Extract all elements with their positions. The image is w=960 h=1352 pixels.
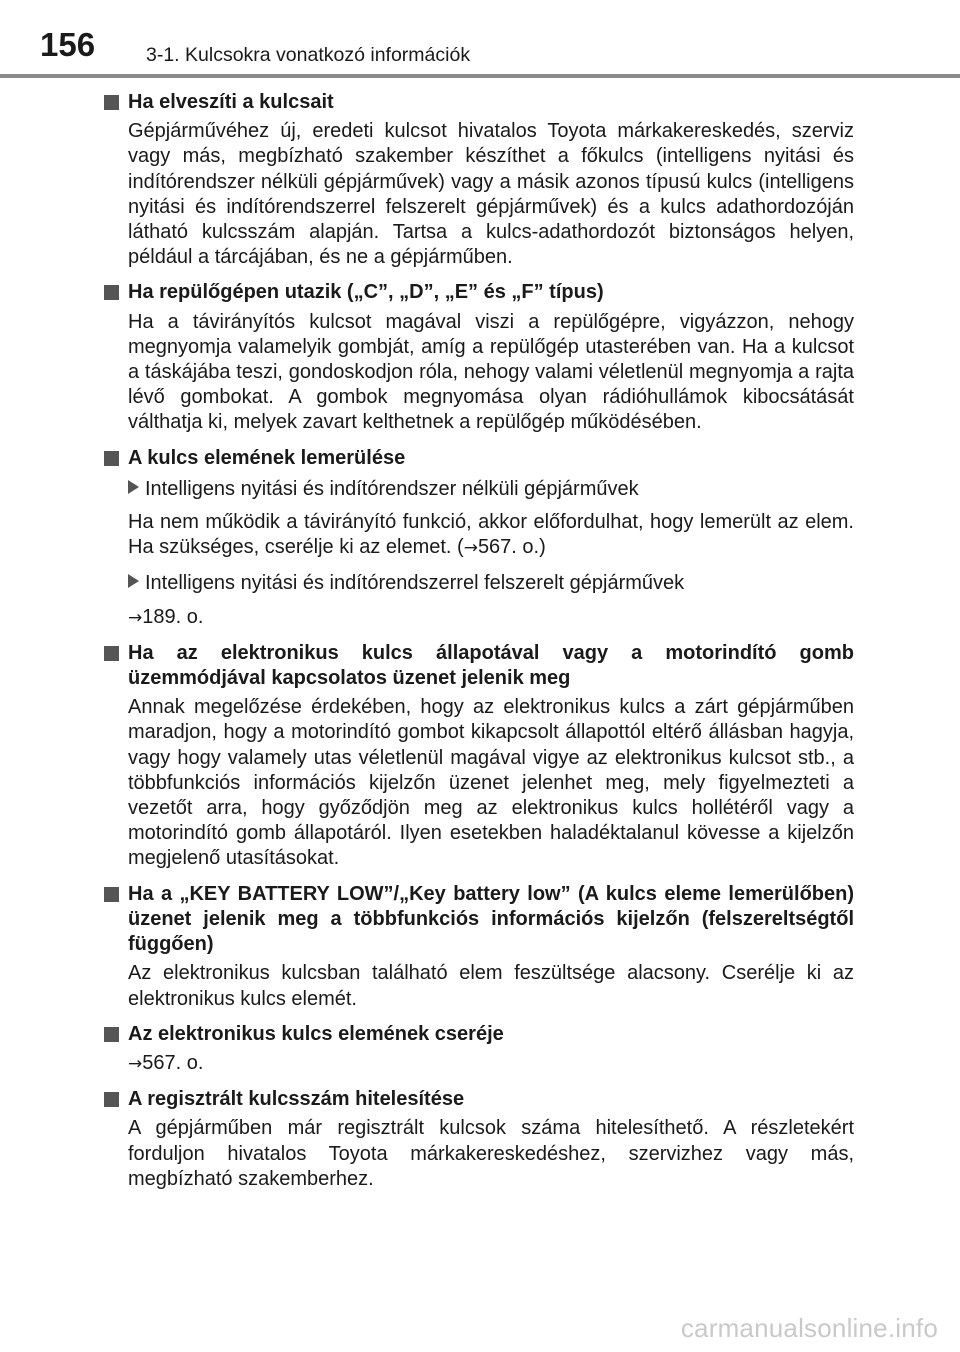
section-heading: Ha az elektronikus kulcs állapotával vagy a motorindító gomb üzemmódjával kapcsolatos üzenet jelenik meg bbox=[104, 641, 854, 691]
page-reference-link[interactable]: 189. o. bbox=[142, 605, 204, 628]
section-airplane bbox=[104, 280, 854, 435]
section-electronic-key-message bbox=[104, 641, 854, 872]
section-heading: A regisztrált kulcsszám hitelesítése bbox=[104, 1087, 854, 1112]
page-number: 156 bbox=[40, 26, 96, 63]
paragraph: Ha a távirányítós kulcsot magával viszi a repülőgépre, vigyázzon, nehogy megnyomja valamelyik gombját, amíg a repülőgép utasterében van. Ha a kulcsot a táskájába teszi, gondoskodjon róla, nehogy valami véletlenül megnyomja a rajta lévő gombokat. A gombok megnyomása olyan rádióhullámok kibocsátását válthatja ki, melyek zavart kelthetnek a repülőgép működésében. bbox=[128, 310, 854, 434]
section-key-battery-depletion bbox=[104, 446, 854, 631]
paragraph: Gépjárművéhez új, eredeti kulcsot hivatalos Toyota márkakereskedés, szerviz vagy más, megbízható szakember készíthet a főkulcs (intelligens nyitási és indítórendszer nélküli gépjárművek) vagy a másik azonos típusú kulcs (intelligens nyitási és indítórendszerrel felszerelt gépjárművek) és a kulcs adathordozóján látható kulcsszám alapján. Tartsa a kulcs-adathordozót biztonságos helyen, például a tárcájában, és ne a gépjárműben. bbox=[128, 120, 854, 269]
section-registered-key-count bbox=[104, 1087, 854, 1192]
header-divider bbox=[0, 74, 960, 78]
section-heading: Ha repülőgépen utazik („C”, „D”, „E” és „F” típus) bbox=[104, 280, 854, 305]
paragraph: Az elektronikus kulcsban található elem feszültsége alacsony. Cserélje ki az elektronikus kulcs elemét. bbox=[128, 962, 854, 1010]
arrow-right-icon: → bbox=[128, 1053, 143, 1074]
section-battery-replacement bbox=[104, 1022, 854, 1077]
paragraph: Annak megelőzése érdekében, hogy az elektronikus kulcs a zárt gépjárműben maradjon, hogy a motorindító gombot kikapcsolt állapottól eltérő állásban hagyja, vagy hogy valamely utas véletlenül magával vigye az elektronikus kulcsot stb., a többfunkciós információs kijelzőn üzenet jelenhet meg, mely figyelmezteti a vezetőt arra, hogy győződjön meg az elektronikus kulcs hollétéről vagy a motorindító gomb állapotáról. Ilyen esetekben haladéktalanul kövesse a kijelzőn megjelenő utasításokat. bbox=[128, 696, 854, 870]
paragraph bbox=[104, 605, 854, 631]
section-heading: Ha elveszíti a kulcsait bbox=[104, 90, 854, 115]
triangle-bullet-icon bbox=[128, 574, 139, 588]
page-content bbox=[104, 90, 854, 1202]
triangle-bullet-icon bbox=[128, 480, 139, 494]
square-bullet-icon bbox=[104, 285, 119, 300]
section-heading: Ha a „KEY BATTERY LOW”/„Key battery low” (A kulcs eleme lemerülőben) üzenet jelenik meg a többfunkciós információs kijelzőn (felszereltségtől függően) bbox=[104, 882, 854, 958]
paragraph bbox=[104, 1051, 854, 1077]
section-heading: A kulcs elemének lemerülése bbox=[104, 446, 854, 471]
square-bullet-icon bbox=[104, 451, 119, 466]
page-reference-link[interactable]: 567. o.) bbox=[477, 536, 546, 559]
arrow-right-icon: → bbox=[128, 607, 143, 628]
paragraph: A gépjárműben már regisztrált kulcsok száma hitelesíthető. A részletekért forduljon hivatalos Toyota márkakereskedéshez, szervizhez vagy más, megbízható szakemberhez. bbox=[128, 1117, 854, 1190]
section-heading: Az elektronikus kulcs elemének cseréje bbox=[104, 1022, 854, 1047]
sub-heading: Intelligens nyitási és indítórendszerrel felszerelt gépjárművek bbox=[104, 571, 854, 596]
square-bullet-icon bbox=[104, 1027, 119, 1042]
paragraph: Ha nem működik a távirányító funkció, akkor előfordulhat, hogy lemerült az elem. Ha szükséges, cserélje ki az elemet. (→567. o.) bbox=[128, 511, 854, 559]
section-key-battery-low bbox=[104, 882, 854, 1012]
arrow-right-icon: → bbox=[463, 538, 478, 559]
page-reference-link[interactable]: 567. o. bbox=[142, 1051, 204, 1074]
watermark: carmanualsonline.info bbox=[680, 1313, 938, 1343]
section-title: 3-1. Kulcsokra vonatkozó információk bbox=[146, 44, 471, 66]
square-bullet-icon bbox=[104, 95, 119, 110]
square-bullet-icon bbox=[104, 646, 119, 661]
square-bullet-icon bbox=[104, 1092, 119, 1107]
sub-heading: Intelligens nyitási és indítórendszer nélküli gépjárművek bbox=[104, 477, 854, 502]
section-lost-keys bbox=[104, 90, 854, 270]
page-header bbox=[0, 0, 960, 78]
square-bullet-icon bbox=[104, 887, 119, 902]
